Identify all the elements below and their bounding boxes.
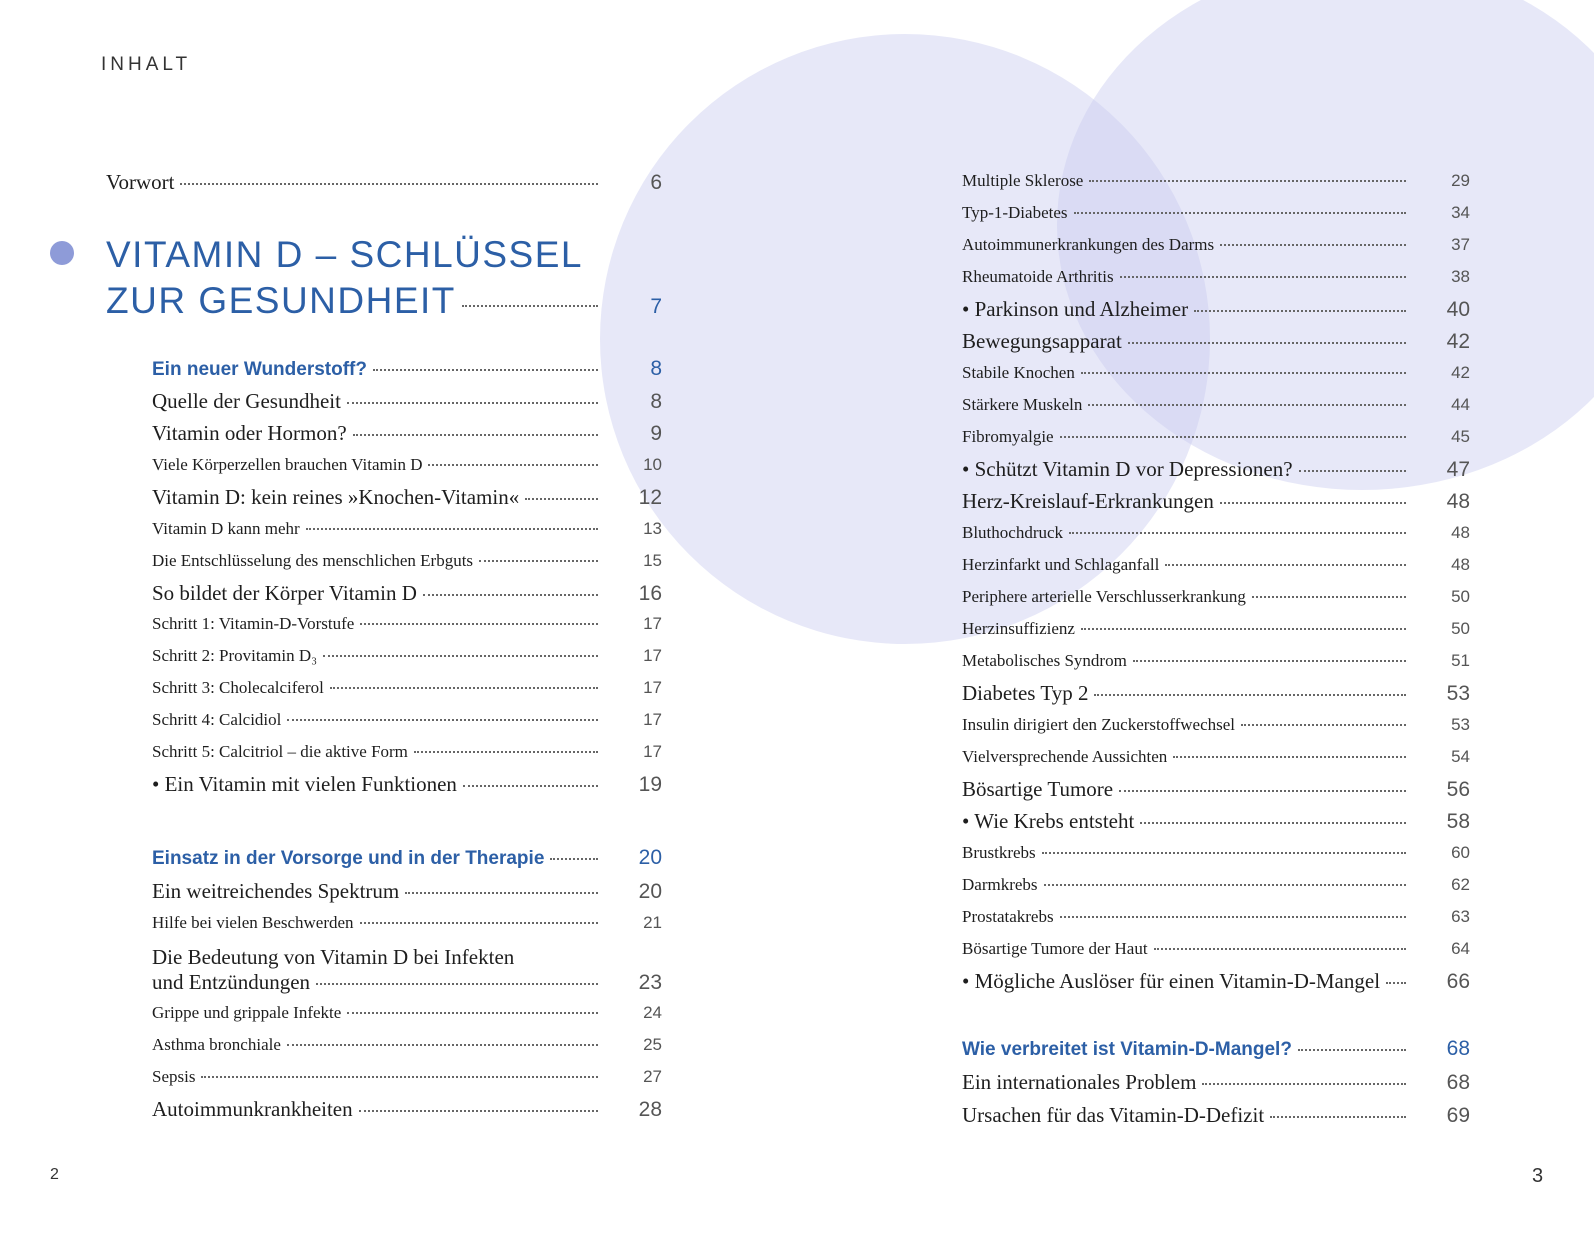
toc-entry-page: 10: [643, 455, 662, 474]
page-number-right: 3: [1532, 1165, 1544, 1187]
toc-entry[interactable]: [962, 809, 1470, 834]
leader-dots: [347, 1012, 598, 1014]
toc-entry-title: Periphere arterielle Verschlusserkrankung: [962, 587, 1246, 606]
leader-dots: [1386, 982, 1406, 984]
toc-entry-page: 40: [1446, 298, 1470, 321]
leader-dots: [360, 922, 598, 924]
toc-entry-title: Bluthochdruck: [962, 523, 1064, 542]
toc-entry-page: 17: [643, 742, 662, 761]
toc-entry-title-line1: Die Bedeutung von Vitamin D bei Infekten: [152, 945, 515, 969]
toc-entry[interactable]: [962, 969, 1470, 994]
toc-entry-twoline[interactable]: [152, 944, 662, 995]
toc-entry-title: Herzinfarkt und Schlaganfall: [962, 555, 1160, 574]
leader-dots: [306, 528, 598, 530]
toc-entry-page: 28: [638, 1098, 662, 1121]
toc-entry[interactable]: [152, 485, 662, 510]
leader-dots: [1194, 310, 1406, 312]
toc-entry-page: 8: [650, 357, 662, 380]
toc-entry-page: 17: [643, 646, 662, 665]
leader-dots: [405, 892, 598, 894]
toc-entry-page: 44: [1451, 395, 1470, 414]
leader-dots: [1154, 948, 1406, 950]
leader-dots: [1220, 502, 1406, 504]
leader-dots: [1044, 884, 1406, 886]
toc-entry[interactable]: [152, 879, 662, 904]
leader-dots: [462, 305, 598, 307]
leader-dots: [1074, 212, 1407, 214]
toc-entry-page: 60: [1451, 843, 1470, 862]
toc-entry-page: 68: [1446, 1071, 1470, 1094]
chapter-title-line1: VITAMIN D – SCHLÜSSEL: [106, 234, 583, 275]
toc-entry-page: 51: [1451, 651, 1470, 670]
toc-entry-title: Brustkrebs: [962, 843, 1036, 862]
toc-entry-title: Schritt 1: Vitamin-D-Vorstufe: [152, 614, 355, 633]
toc-entry[interactable]: [962, 267, 1470, 287]
leader-dots: [180, 183, 598, 185]
toc-entry-title: Sepsis: [152, 1067, 196, 1086]
toc-entry[interactable]: [962, 555, 1470, 575]
leader-dots: [1089, 180, 1406, 182]
leader-dots: [1220, 244, 1406, 246]
toc-entry-page: 66: [1446, 970, 1470, 993]
leader-dots: [1270, 1116, 1406, 1118]
toc-entry-title: Bösartige Tumore: [962, 777, 1114, 801]
toc-entry-page: 24: [643, 1003, 662, 1022]
toc-entry[interactable]: [152, 614, 662, 634]
leader-dots: [201, 1076, 598, 1078]
toc-entry-page: 47: [1446, 458, 1470, 481]
toc-entry-title: Herzinsuffizienz: [962, 619, 1075, 638]
toc-entry[interactable]: [962, 363, 1470, 383]
toc-entry-page: 20: [638, 846, 662, 869]
leader-dots: [353, 434, 598, 436]
toc-entry-title: Schritt 4: Calcidiol: [152, 710, 282, 729]
toc-entry-title-line2: und Entzündungen: [152, 970, 311, 994]
toc-entry[interactable]: [962, 489, 1470, 514]
leader-dots: [330, 687, 598, 689]
leader-dots: [1128, 342, 1406, 344]
toc-entry-title: Vitamin D kann mehr: [152, 519, 300, 538]
toc-entry[interactable]: [962, 395, 1470, 415]
toc-entry-page: 15: [643, 551, 662, 570]
toc-entry-title: Rheumatoide Arthritis: [962, 267, 1114, 286]
toc-entry-title: Die Entschlüsselung des menschlichen Erbguts: [152, 551, 474, 570]
toc-entry-page: 54: [1451, 747, 1470, 766]
leader-dots: [1140, 822, 1406, 824]
toc-entry[interactable]: [152, 772, 662, 797]
toc-entry-page: 45: [1451, 427, 1470, 446]
toc-entry-page: 50: [1451, 619, 1470, 638]
toc-entry-title: Schritt 5: Calcitriol – die aktive Form: [152, 742, 408, 761]
toc-entry-vorwort[interactable]: [106, 170, 662, 195]
toc-entry-page: 38: [1451, 267, 1470, 286]
leader-dots: [323, 655, 598, 657]
leader-dots: [525, 498, 598, 500]
chapter-title-line2: ZUR GESUNDHEIT: [106, 280, 456, 321]
leader-dots: [1060, 436, 1406, 438]
toc-entry[interactable]: [962, 875, 1470, 895]
toc-entry-page: 21: [643, 913, 662, 932]
leader-dots: [347, 402, 598, 404]
leader-dots: [414, 751, 598, 753]
toc-entry[interactable]: [962, 457, 1470, 482]
toc-entry[interactable]: [962, 329, 1470, 354]
toc-entry-title: Insulin dirigiert den Zuckerstoffwechsel: [962, 715, 1236, 734]
toc-entry-title: Vitamin D: kein reines »Knochen-Vitamin«: [152, 485, 520, 509]
toc-entry[interactable]: [962, 427, 1470, 447]
toc-entry-page: 48: [1451, 555, 1470, 574]
toc-entry-title: Prostatakrebs: [962, 907, 1054, 926]
toc-entry[interactable]: [962, 203, 1470, 223]
toc-entry-title: Ein internationales Problem: [962, 1070, 1197, 1094]
toc-entry-title: • Wie Krebs entsteht: [962, 809, 1135, 833]
toc-entry-title: Multiple Sklerose: [962, 171, 1084, 190]
toc-entry[interactable]: [962, 235, 1470, 255]
toc-entry-page: 20: [638, 880, 662, 903]
leader-dots: [1119, 790, 1406, 792]
toc-entry-title: • Schützt Vitamin D vor Depressionen?: [962, 457, 1293, 481]
toc-entry[interactable]: [962, 619, 1470, 639]
toc-entry-title: Vielversprechende Aussichten: [962, 747, 1168, 766]
toc-entry[interactable]: [962, 681, 1470, 706]
leader-dots: [1165, 564, 1406, 566]
toc-entry[interactable]: [152, 1035, 662, 1055]
toc-entry-title: Schritt 2: Provitamin D₃: [152, 646, 318, 665]
leader-dots: [316, 983, 598, 985]
leader-dots: [1081, 372, 1406, 374]
toc-entry[interactable]: [152, 389, 662, 414]
toc-entry-page: 23: [638, 971, 662, 994]
toc-entry[interactable]: [962, 843, 1470, 863]
toc-entry-page: 69: [1446, 1104, 1470, 1127]
toc-entry[interactable]: [962, 1103, 1470, 1128]
leader-dots: [479, 560, 598, 562]
toc-entry[interactable]: [152, 357, 662, 381]
toc-entry-page: 16: [638, 582, 662, 605]
toc-entry-page: 62: [1451, 875, 1470, 894]
toc-entry-page: 9: [650, 422, 662, 445]
toc-entry-title: • Mögliche Auslöser für einen Vitamin-D-Mangel: [962, 969, 1381, 993]
toc-entry[interactable]: [152, 455, 662, 475]
toc-entry-page: 63: [1451, 907, 1470, 926]
toc-entry-page: 8: [650, 390, 662, 413]
toc-entry-page: 68: [1446, 1037, 1470, 1060]
chapter-bullet-icon: [50, 241, 74, 265]
page-number-left: 2: [50, 1166, 59, 1183]
toc-entry[interactable]: [152, 581, 662, 606]
leader-dots: [1299, 470, 1406, 472]
toc-entry[interactable]: [152, 1003, 662, 1023]
toc-entry-title: Autoimmunkrankheiten: [152, 1097, 353, 1121]
toc-entry[interactable]: [152, 742, 662, 762]
section-label: INHALT: [101, 54, 192, 75]
toc-entry[interactable]: [962, 1070, 1470, 1095]
toc-entry[interactable]: [962, 297, 1470, 322]
toc-entry-page: 13: [643, 519, 662, 538]
toc-entry-page: 56: [1446, 778, 1470, 801]
toc-entry-title: Ein weitreichendes Spektrum: [152, 879, 400, 903]
leader-dots: [1173, 756, 1406, 758]
toc-entry[interactable]: [962, 171, 1470, 191]
toc-entry-page: 48: [1446, 490, 1470, 513]
toc-entry[interactable]: [152, 421, 662, 446]
leader-dots: [373, 369, 598, 371]
toc-entry-title: Vorwort: [106, 170, 175, 194]
toc-entry[interactable]: [962, 939, 1470, 959]
chapter-heading[interactable]: [106, 232, 662, 330]
toc-entry-title: Ein neuer Wunderstoff?: [152, 359, 367, 380]
toc-entry-page: 27: [643, 1067, 662, 1086]
toc-entry-title: Schritt 3: Cholecalciferol: [152, 678, 324, 697]
toc-entry-page: 25: [643, 1035, 662, 1054]
toc-entry-page: 50: [1451, 587, 1470, 606]
toc-entry-page: 34: [1451, 203, 1470, 222]
toc-entry-page: 17: [643, 614, 662, 633]
toc-entry[interactable]: [152, 519, 662, 539]
leader-dots: [1094, 694, 1406, 696]
toc-entry-title: Stärkere Muskeln: [962, 395, 1083, 414]
toc-entry-page: 42: [1446, 330, 1470, 353]
toc-entry-title: Viele Körperzellen brauchen Vitamin D: [152, 455, 423, 474]
toc-entry-page: 64: [1451, 939, 1470, 958]
leader-dots: [463, 785, 598, 787]
leader-dots: [359, 1110, 598, 1112]
toc-entry-title: Autoimmunerkrankungen des Darms: [962, 235, 1215, 254]
toc-entry[interactable]: [152, 551, 662, 571]
toc-entry[interactable]: [962, 907, 1470, 927]
toc-entry-title: • Parkinson und Alzheimer: [962, 297, 1189, 321]
leader-dots: [1120, 276, 1406, 278]
toc-entry-title: Bösartige Tumore der Haut: [962, 939, 1148, 958]
leader-dots: [1298, 1049, 1406, 1051]
toc-entry-title: Diabetes Typ 2: [962, 681, 1089, 705]
toc-entry-page: 37: [1451, 235, 1470, 254]
toc-entry[interactable]: [962, 523, 1470, 543]
toc-entry[interactable]: [962, 651, 1470, 671]
toc-entry-title: Einsatz in der Vorsorge und in der Therapie: [152, 848, 545, 869]
toc-entry[interactable]: [152, 913, 662, 933]
leader-dots: [1042, 852, 1406, 854]
toc-entry-title: Ursachen für das Vitamin-D-Defizit: [962, 1103, 1265, 1127]
toc-entry-page: 48: [1451, 523, 1470, 542]
leader-dots: [1081, 628, 1406, 630]
toc-entry[interactable]: [152, 710, 662, 730]
toc-entry[interactable]: [962, 747, 1470, 767]
toc-entry-title: Herz-Kreislauf-Erkrankungen: [962, 489, 1214, 513]
toc-entry[interactable]: [962, 777, 1470, 802]
toc-entry-page: 53: [1446, 682, 1470, 705]
leader-dots: [1252, 596, 1406, 598]
toc-entry[interactable]: [152, 1097, 662, 1122]
leader-dots: [1069, 532, 1406, 534]
toc-entry-page: 58: [1446, 810, 1470, 833]
toc-entry-title: Typ-1-Diabetes: [962, 203, 1068, 222]
toc-entry[interactable]: [152, 1067, 662, 1087]
leader-dots: [1202, 1083, 1406, 1085]
toc-entry-title: Vitamin oder Hormon?: [152, 421, 347, 445]
toc-entry[interactable]: [152, 846, 662, 870]
toc-entry-page: 6: [650, 171, 662, 194]
toc-entry-title: Stabile Knochen: [962, 363, 1075, 382]
chapter-page: 7: [650, 295, 662, 318]
toc-entry-page: 53: [1451, 715, 1470, 734]
toc-entry-title: • Ein Vitamin mit vielen Funktionen: [152, 772, 457, 796]
toc-entry-title: Hilfe bei vielen Beschwerden: [152, 913, 354, 932]
toc-entry-title: Grippe und grippale Infekte: [152, 1003, 342, 1022]
leader-dots: [1060, 916, 1406, 918]
toc-entry[interactable]: [962, 587, 1470, 607]
leader-dots: [428, 464, 598, 466]
toc-entry[interactable]: [152, 678, 662, 698]
toc-entry-title: Quelle der Gesundheit: [152, 389, 341, 413]
leader-dots: [550, 858, 598, 860]
toc-entry[interactable]: [152, 646, 662, 666]
toc-entry-title: Darmkrebs: [962, 875, 1038, 894]
leader-dots: [1133, 660, 1406, 662]
toc-entry-page: 17: [643, 710, 662, 729]
toc-entry-page: 29: [1451, 171, 1470, 190]
toc-entry-title: So bildet der Körper Vitamin D: [152, 581, 417, 605]
toc-entry-page: 42: [1451, 363, 1470, 382]
leader-dots: [287, 719, 598, 721]
toc-entry-title: Asthma bronchiale: [152, 1035, 281, 1054]
leader-dots: [1088, 404, 1406, 406]
toc-entry-title: Metabolisches Syndrom: [962, 651, 1127, 670]
leader-dots: [423, 594, 598, 596]
toc-entry-page: 12: [638, 486, 662, 509]
leader-dots: [287, 1044, 598, 1046]
toc-entry-title: Fibromyalgie: [962, 427, 1054, 446]
toc-entry-page: 19: [638, 773, 662, 796]
toc-entry-title: Wie verbreitet ist Vitamin-D-Mangel?: [962, 1039, 1292, 1060]
leader-dots: [360, 623, 598, 625]
toc-entry-title: Bewegungsapparat: [962, 329, 1122, 353]
toc-entry-page: 17: [643, 678, 662, 697]
toc-entry[interactable]: [962, 715, 1470, 735]
toc-entry[interactable]: [962, 1037, 1470, 1061]
leader-dots: [1241, 724, 1406, 726]
